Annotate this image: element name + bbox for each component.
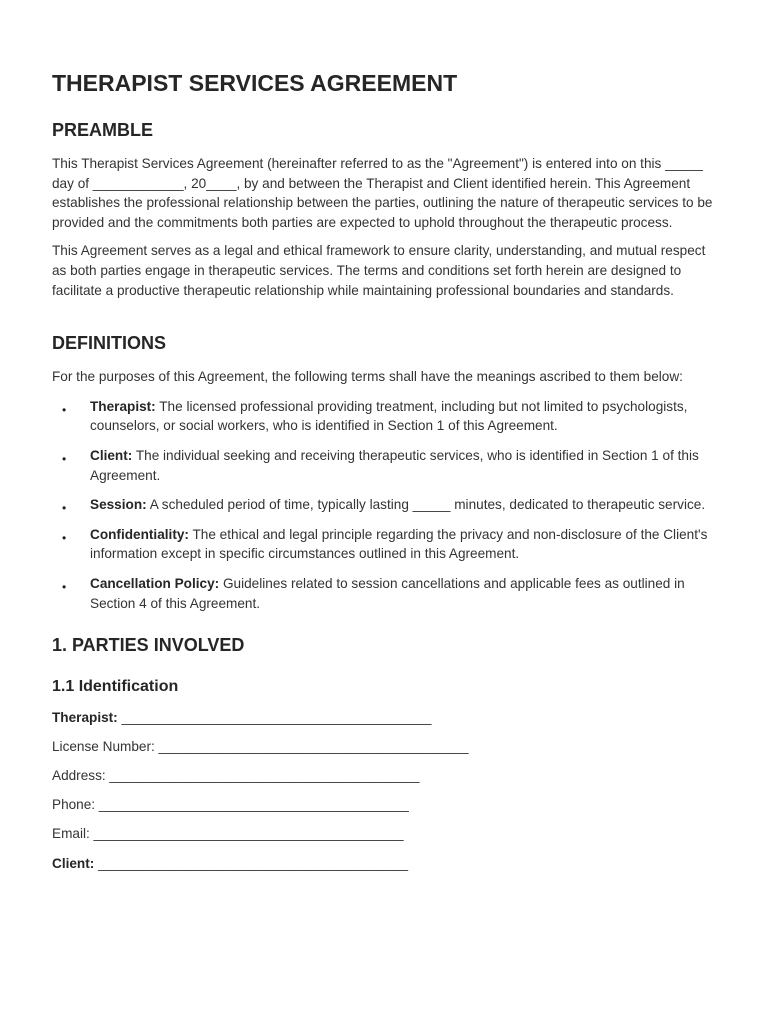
definition-term: Therapist: — [90, 398, 156, 414]
email-field-line[interactable]: _________________________________________ — [89, 826, 404, 842]
definition-term: Confidentiality: — [90, 526, 189, 542]
bullet-icon: • — [62, 530, 67, 545]
bullet-icon: • — [62, 501, 67, 516]
definitions-section — [52, 333, 722, 613]
address-field[interactable] — [52, 766, 722, 786]
address-field-label: Address: — [52, 768, 106, 784]
license-number-field[interactable] — [52, 737, 722, 757]
license-number-field-label: License Number: — [52, 739, 155, 755]
phone-field-label: Phone: — [52, 797, 96, 813]
preamble-paragraph-2: This Agreement serves as a legal and ethical framework to ensure clarity, understanding, and mutual respect as both parties engage in therapeutic services. The terms and conditions set forth herein are designed to facilitate a productive therapeutic relationship while maintaining professional boundaries and standards. — [52, 243, 706, 298]
definition-text: The licensed professional providing treatment, including but not limited to psychologists, counselors, or social workers, who is identified in Section 1 of this Agreement. — [90, 398, 688, 434]
preamble-section — [52, 120, 722, 300]
definition-text: A scheduled period of time, typically lasting _____ minutes, dedicated to therapeutic service. — [146, 497, 706, 513]
therapist-field-label: Therapist: — [52, 710, 118, 726]
therapist-field-line[interactable]: _________________________________________ — [117, 710, 432, 726]
client-field-label: Client: — [52, 855, 95, 871]
phone-field-line[interactable]: _________________________________________ — [95, 797, 409, 813]
definitions-heading: DEFINITIONS — [52, 333, 167, 354]
definition-item-confidentiality — [52, 525, 722, 564]
definition-term: Cancellation Policy: — [90, 575, 220, 591]
therapist-field[interactable] — [52, 708, 722, 728]
definitions-list — [52, 397, 722, 613]
phone-field[interactable] — [52, 795, 722, 815]
client-field[interactable] — [52, 854, 722, 874]
bullet-icon: • — [62, 451, 67, 466]
email-field[interactable] — [52, 824, 722, 844]
definition-text: Guidelines related to session cancellations and applicable fees as outlined in Section 4 of this Agreement. — [90, 575, 685, 611]
definition-term: Client: — [90, 447, 133, 463]
address-field-line[interactable]: _________________________________________ — [105, 768, 420, 784]
definition-text: The individual seeking and receiving therapeutic services, who is identified in Section 1 of this Agreement. — [90, 447, 699, 483]
bullet-icon: • — [62, 402, 67, 417]
client-field-line[interactable]: _________________________________________ — [94, 855, 409, 871]
definition-term: Session: — [90, 497, 147, 513]
bullet-icon: • — [62, 579, 67, 594]
identification-heading: 1.1 Identification — [52, 678, 179, 696]
preamble-paragraph-1: This Therapist Services Agreement (hereinafter referred to as the "Agreement") is entered into on this _____ day of ____________, 20____, by and between the Therapist and Client identified herein. This Agreement establishes the professional relationship between the parties, outlining the nature of therapeutic services to be provided and the commitments both parties are expected to uphold throughout the therapeutic process. — [52, 156, 713, 230]
definition-text: The ethical and legal principle regarding the privacy and non-disclosure of the Client's information except in specific circumstances outlined in this Agreement. — [90, 526, 708, 562]
preamble-heading: PREAMBLE — [52, 120, 154, 140]
email-field-label: Email: — [52, 826, 90, 842]
definition-item-therapist — [52, 397, 722, 436]
parties-heading: 1. PARTIES INVOLVED — [52, 635, 245, 656]
document-title: THERAPIST SERVICES AGREEMENT — [52, 70, 458, 96]
definition-item-session — [52, 495, 722, 515]
definition-item-cancellation-policy — [52, 574, 722, 613]
definitions-intro: For the purposes of this Agreement, the following terms shall have the meanings ascribed to them below: — [52, 369, 683, 385]
parties-section — [52, 635, 722, 873]
document-page — [52, 70, 722, 883]
definition-item-client — [52, 446, 722, 485]
license-number-field-line[interactable]: _________________________________________ — [154, 739, 469, 755]
